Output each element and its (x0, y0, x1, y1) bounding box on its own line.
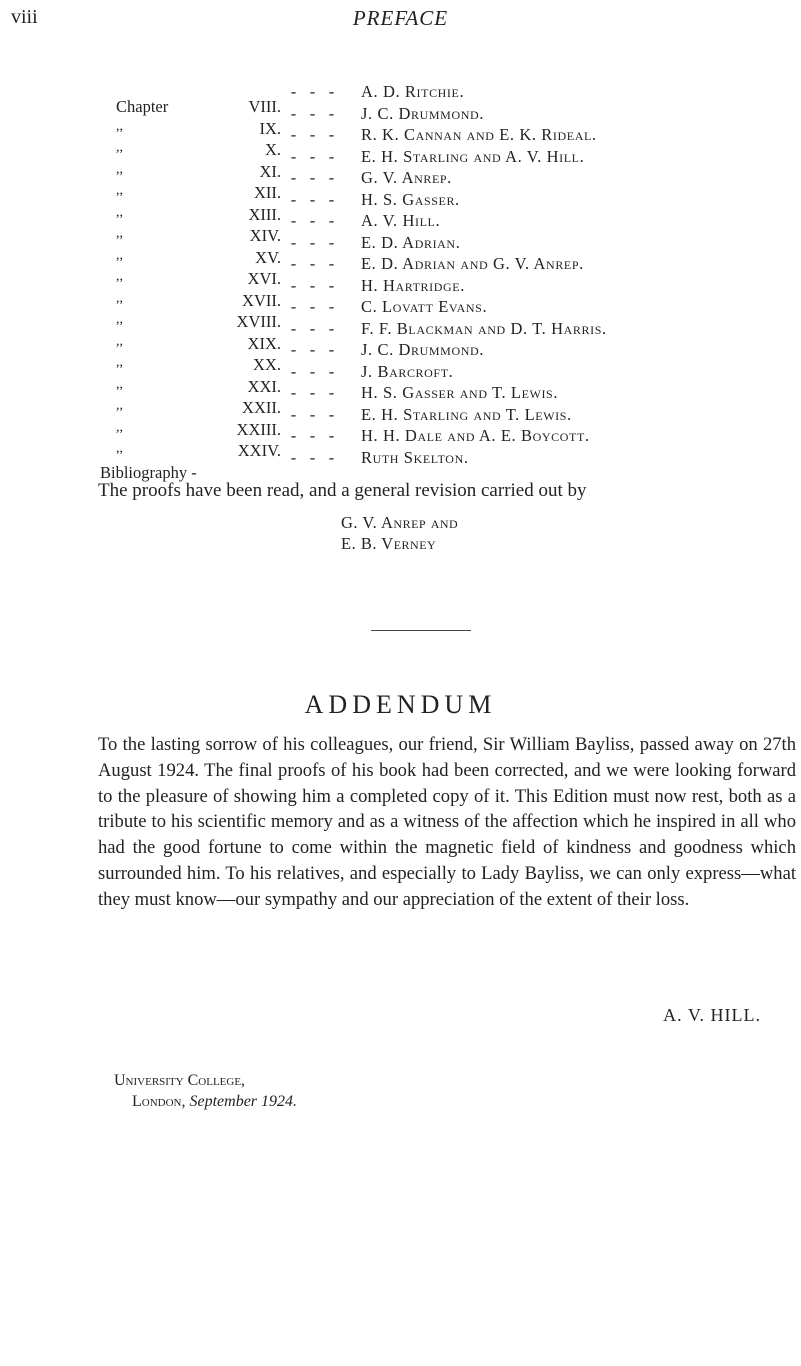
leader-dashes (284, 125, 361, 145)
chapter-label: ,, (116, 247, 123, 263)
leader-dash: - (328, 125, 335, 144)
city: London, (132, 1093, 186, 1110)
institution: University College, (114, 1072, 246, 1089)
contributor-authors: E. D. Adrian and G. V. Anrep. (361, 254, 584, 273)
leader-dash: - (290, 211, 297, 230)
revisers (341, 512, 458, 554)
contributor-authors: H. Hartridge. (361, 275, 465, 295)
leader-dash: - (309, 211, 316, 230)
leader-dash: - (309, 297, 316, 316)
chapter-label: ,, (116, 355, 123, 370)
leader-dash: - (328, 426, 335, 445)
leader-dash: - (309, 426, 316, 445)
leader-dash: - (309, 383, 316, 402)
chapter-number: XVII. (242, 290, 281, 310)
chapter-label: Bibliography - (100, 462, 197, 482)
leader-dash: - (290, 426, 297, 445)
contributor-authors: A. D. Ritchie. (361, 82, 465, 101)
chapter-label: ,, (116, 441, 123, 456)
chapter-number: XXII. (242, 398, 281, 417)
contributor-row (100, 447, 796, 482)
chapter-label: ,, (116, 183, 123, 198)
contributor-authors: H. S. Gasser and T. Lewis. (361, 383, 559, 402)
chapter-number: XXIV. (237, 441, 281, 460)
chapter-label: ,, (116, 333, 123, 349)
chapter-number: XIX. (247, 333, 281, 353)
chapter-label: ,, (116, 118, 123, 134)
leader-dash: - (328, 318, 335, 338)
leader-dash: - (328, 82, 335, 101)
leader-dashes (284, 147, 361, 167)
leader-dash: - (328, 275, 335, 295)
addendum-text: To the lasting sorrow of his colleagues, our friend, Sir William Bayliss, passed away on 27th August 1924. The final proofs of his book had been corrected, and we were looking forward to the pleasure of showing him a completed copy of it. This Edition must now rest, both as a tribute to his scientific memory and as a witness of the affection which he inspired in all who had the good fortune to come within the magnetic field of kindness and goodness which surrounded him. To his relatives, and especially to Lady Bayliss, we can only express—what they must know—our sympathy and our appreciation of the extent of their loss. (98, 734, 796, 910)
leader-dashes (284, 211, 361, 231)
leader-dash: - (309, 168, 316, 187)
chapter-number: XVIII. (236, 312, 281, 331)
leader-dash: - (309, 254, 316, 273)
leader-dash: - (290, 254, 297, 273)
leader-dash: - (328, 404, 335, 424)
leader-dash: - (309, 125, 316, 144)
leader-dash: - (309, 146, 316, 166)
chapter-number: XX. (253, 355, 281, 374)
leader-dashes (284, 426, 361, 446)
leader-dash: - (309, 275, 316, 295)
leader-dash: - (309, 361, 316, 381)
contributors-list (100, 82, 796, 482)
leader-dash: - (328, 146, 335, 166)
leader-dash: - (328, 103, 335, 123)
running-head: PREFACE (352, 6, 449, 30)
leader-dash: - (328, 447, 335, 467)
leader-dash: - (290, 318, 297, 338)
city-date-line (114, 1091, 297, 1112)
chapter-label: ,, (116, 398, 123, 413)
leader-dash: - (309, 232, 316, 252)
leader-dashes (284, 448, 361, 468)
leader-dashes (284, 254, 361, 274)
chapter-label: ,, (116, 419, 123, 435)
chapter-number: XII. (253, 183, 281, 202)
leader-dashes (284, 319, 361, 339)
chapter-number: XXI. (247, 376, 281, 396)
leader-dash: - (290, 189, 297, 209)
leader-dash: - (309, 404, 316, 424)
date: September 1924. (189, 1093, 298, 1110)
chapter-label: ,, (116, 140, 123, 155)
contributor-authors: Ruth Skelton. (361, 447, 469, 467)
chapter-label: Chapter (116, 97, 169, 116)
leader-dash: - (328, 361, 335, 381)
chapter-number: XXIII. (236, 419, 281, 439)
leader-dash: - (328, 168, 335, 187)
leader-dash: - (309, 103, 316, 123)
leader-dash: - (290, 275, 297, 295)
chapter-label: ,, (116, 312, 123, 327)
leader-dashes (284, 276, 361, 296)
chapter-label: ,, (116, 161, 123, 177)
leader-dashes (284, 383, 361, 403)
reviser-line: G. V. Anrep and (341, 513, 459, 532)
chapter-number: XV. (255, 247, 281, 267)
leader-dash: - (290, 168, 297, 187)
leader-dash: - (290, 232, 297, 252)
leader-dash: - (309, 82, 316, 101)
contributor-authors: G. V. Anrep. (361, 168, 452, 187)
addendum-title: ADDENDUM (304, 690, 497, 719)
contributor-authors: E. D. Adrian. (361, 232, 461, 252)
address-block (114, 1070, 297, 1112)
leader-dashes (284, 297, 361, 317)
leader-dash: - (328, 254, 335, 273)
leader-dashes (284, 168, 361, 188)
chapter-label: ,, (116, 226, 123, 241)
chapter-label: ,, (116, 269, 123, 284)
chapter-number: X. (264, 140, 281, 159)
leader-dash: - (290, 146, 297, 166)
signature: A. V. HILL. (663, 1005, 761, 1025)
leader-dash: - (290, 340, 297, 359)
leader-dash: - (328, 211, 335, 230)
leader-dashes (284, 82, 361, 102)
chapter-number: XIII. (248, 204, 281, 224)
chapter-number: IX. (259, 118, 281, 138)
chapter-number: XIV. (249, 226, 281, 245)
leader-dashes (284, 104, 361, 124)
contributor-authors: R. K. Cannan and E. K. Rideal. (361, 125, 597, 144)
leader-dashes (284, 362, 361, 382)
leader-dash: - (290, 125, 297, 144)
contributor-authors: E. H. Starling and A. V. Hill. (361, 146, 585, 166)
leader-dash: - (290, 447, 297, 467)
chapter-label: ,, (116, 376, 123, 392)
chapter-number: XI. (259, 161, 281, 181)
leader-dash: - (309, 189, 316, 209)
chapter-label: ,, (116, 204, 123, 220)
chapter-label: ,, (116, 290, 123, 306)
leader-dash: - (290, 82, 297, 101)
page-number: viii (11, 6, 38, 28)
section-divider (371, 630, 471, 631)
leader-dash: - (328, 189, 335, 209)
leader-dash: - (328, 340, 335, 359)
proofs-note: The proofs have been read, and a general revision carried out by (98, 480, 587, 501)
leader-dash: - (290, 361, 297, 381)
contributor-authors: E. H. Starling and T. Lewis. (361, 404, 572, 424)
leader-dashes (284, 340, 361, 360)
contributor-authors: J. Barcroft. (361, 361, 454, 381)
leader-dash: - (328, 297, 335, 316)
leader-dash: - (290, 404, 297, 424)
leader-dashes (284, 190, 361, 210)
contributor-authors: J. C. Drummond. (361, 103, 484, 123)
leader-dash: - (309, 340, 316, 359)
leader-dashes (284, 405, 361, 425)
leader-dash: - (290, 103, 297, 123)
leader-dash: - (309, 318, 316, 338)
leader-dash: - (328, 232, 335, 252)
reviser-line: E. B. Verney (341, 534, 437, 553)
contributor-authors: H. S. Gasser. (361, 189, 460, 209)
chapter-number: XVI. (247, 269, 281, 288)
contributor-authors: C. Lovatt Evans. (361, 297, 488, 316)
leader-dash: - (290, 297, 297, 316)
contributor-authors: A. V. Hill. (361, 211, 441, 230)
contributor-authors: F. F. Blackman and D. T. Harris. (361, 318, 607, 338)
leader-dashes (284, 233, 361, 253)
leader-dash: - (328, 383, 335, 402)
leader-dash: - (290, 383, 297, 402)
contributor-authors: J. C. Drummond. (361, 340, 484, 359)
contributor-authors: H. H. Dale and A. E. Boycott. (361, 426, 590, 445)
chapter-number: VIII. (248, 97, 281, 116)
leader-dash: - (309, 447, 316, 467)
